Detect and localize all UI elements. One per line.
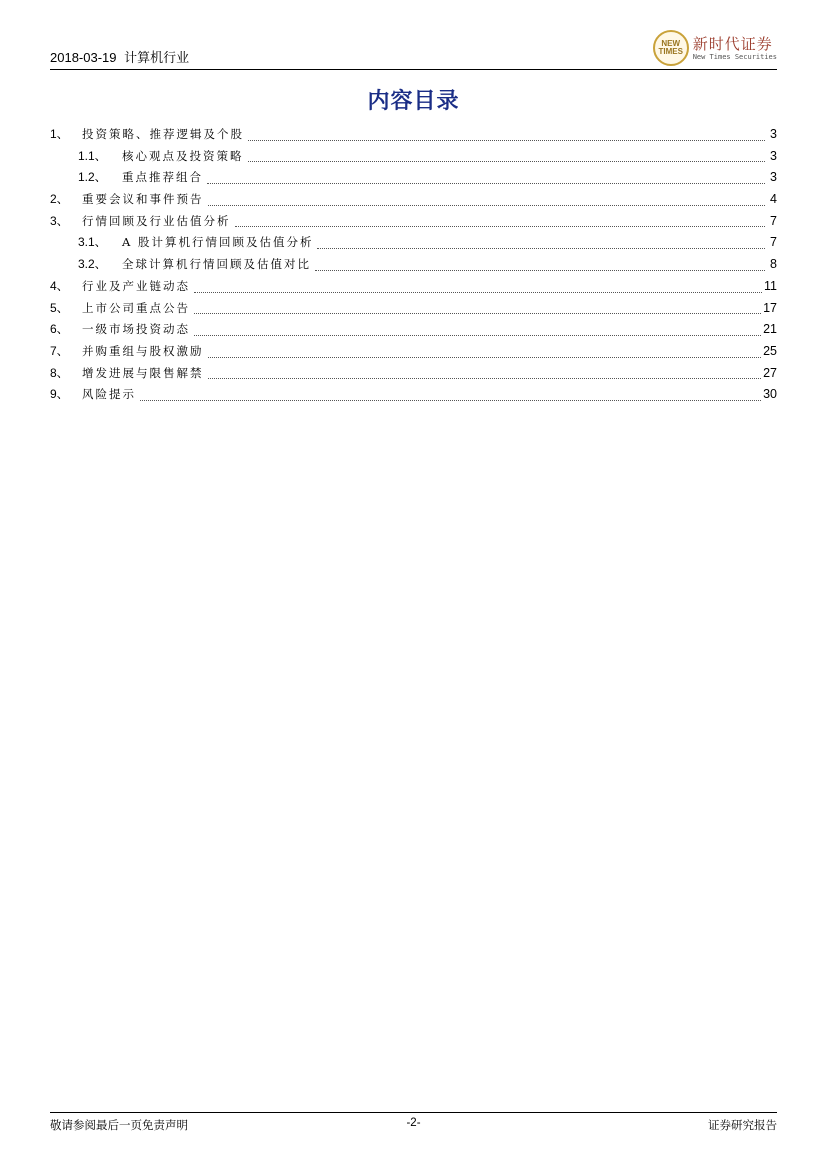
toc-entry[interactable] (50, 189, 777, 211)
toc-entry-number: 3.2、 (78, 257, 107, 272)
page-header (50, 30, 777, 70)
toc-entry[interactable] (50, 319, 777, 341)
logo-emblem-text: NEW TIMES (658, 39, 683, 56)
toc-entry[interactable] (50, 146, 777, 168)
toc-entry[interactable] (50, 211, 777, 233)
toc-leader-dots (317, 247, 765, 249)
toc-entry[interactable] (50, 298, 777, 320)
toc-entry-title: 风险提示 (82, 387, 136, 402)
logo-english-name: New Times Securities (692, 52, 777, 61)
logo-emblem-icon (653, 30, 689, 66)
toc-entry-number: 6、 (50, 322, 69, 337)
toc-entry-page: 11 (764, 278, 777, 293)
toc-leader-dots (140, 399, 761, 401)
toc-leader-dots (208, 356, 762, 358)
toc-entry[interactable] (50, 254, 777, 276)
toc-leader-dots (248, 160, 766, 162)
header-info (50, 47, 189, 66)
toc-entry[interactable] (50, 167, 777, 189)
toc-title: 内容目录 (367, 89, 460, 114)
toc-entry-page: 3 (770, 148, 777, 163)
toc-leader-dots (194, 312, 761, 314)
toc-entry-number: 2、 (50, 192, 69, 207)
industry-name: 计算机行业 (124, 50, 190, 65)
toc-entry-page: 21 (763, 322, 777, 337)
toc-entry-title: A 股计算机行情回顾及估值分析 (122, 235, 314, 250)
toc-leader-dots (208, 204, 766, 206)
toc-entry-page: 7 (770, 213, 777, 228)
toc-entry-title: 核心观点及投资策略 (122, 148, 244, 163)
toc-entry-page: 8 (770, 257, 777, 272)
toc-entry-title: 上市公司重点公告 (82, 300, 190, 315)
toc-leader-dots (194, 334, 761, 336)
toc-entry-title: 重点推荐组合 (122, 170, 203, 185)
toc-entry-number: 3、 (50, 213, 69, 228)
toc-entry[interactable] (50, 276, 777, 298)
toc-entry-number: 1.2、 (78, 170, 107, 185)
toc-entry-title: 投资策略、推荐逻辑及个股 (82, 127, 244, 141)
toc-entry-title: 行情回顾及行业估值分析 (82, 213, 231, 228)
toc-leader-dots (194, 291, 762, 293)
toc-entry-title: 一级市场投资动态 (82, 322, 190, 337)
toc-entry-title: 行业及产业链动态 (82, 278, 190, 293)
toc-leader-dots (248, 139, 765, 141)
toc-leader-dots (315, 269, 765, 271)
toc-entry-page: 3 (770, 170, 777, 185)
toc-entry-number: 9、 (50, 387, 69, 402)
toc-entry-page: 27 (763, 365, 777, 380)
toc-leader-dots (207, 182, 765, 184)
page-number: -2- (406, 1117, 421, 1129)
logo-chinese-name: 新时代证券 (692, 34, 773, 53)
report-date: 2018-03-19 (50, 50, 117, 65)
toc-entry[interactable] (50, 341, 777, 363)
toc-entry-title: 并购重组与股权激励 (82, 343, 204, 358)
logo-text (693, 35, 777, 62)
toc-entry-page: 7 (770, 235, 777, 250)
toc-entry-number: 3.1、 (78, 235, 107, 250)
toc-entry[interactable] (50, 232, 777, 254)
toc-entry-title: 增发进展与限售解禁 (82, 365, 204, 380)
toc-leader-dots (208, 377, 762, 379)
toc-entry-page: 30 (763, 387, 777, 402)
toc-entry-title: 重要会议和事件预告 (82, 192, 204, 207)
toc-entry-number: 8、 (50, 365, 69, 380)
company-logo (653, 30, 777, 66)
page-footer (50, 1112, 777, 1133)
toc-entry-title: 全球计算机行情回顾及估值对比 (122, 257, 311, 272)
toc-entry[interactable] (50, 363, 777, 385)
toc-entry-number: 4、 (50, 278, 69, 293)
toc-entry-number: 1、 (50, 127, 69, 141)
toc-entry-page: 3 (770, 127, 777, 141)
report-type: 证券研究报告 (708, 1118, 777, 1132)
toc-entry-page: 17 (763, 300, 777, 315)
header-divider (50, 69, 777, 70)
toc-entry[interactable] (50, 124, 777, 146)
toc-entry-number: 5、 (50, 300, 69, 315)
toc-entry[interactable] (50, 384, 777, 406)
toc-leader-dots (235, 225, 766, 227)
table-of-contents (50, 124, 777, 406)
toc-entry-page: 4 (770, 192, 777, 207)
toc-entry-number: 7、 (50, 343, 69, 358)
toc-entry-number: 1.1、 (78, 148, 107, 163)
disclaimer-note: 敬请参阅最后一页免责声明 (50, 1118, 188, 1132)
toc-entry-page: 25 (763, 343, 777, 358)
